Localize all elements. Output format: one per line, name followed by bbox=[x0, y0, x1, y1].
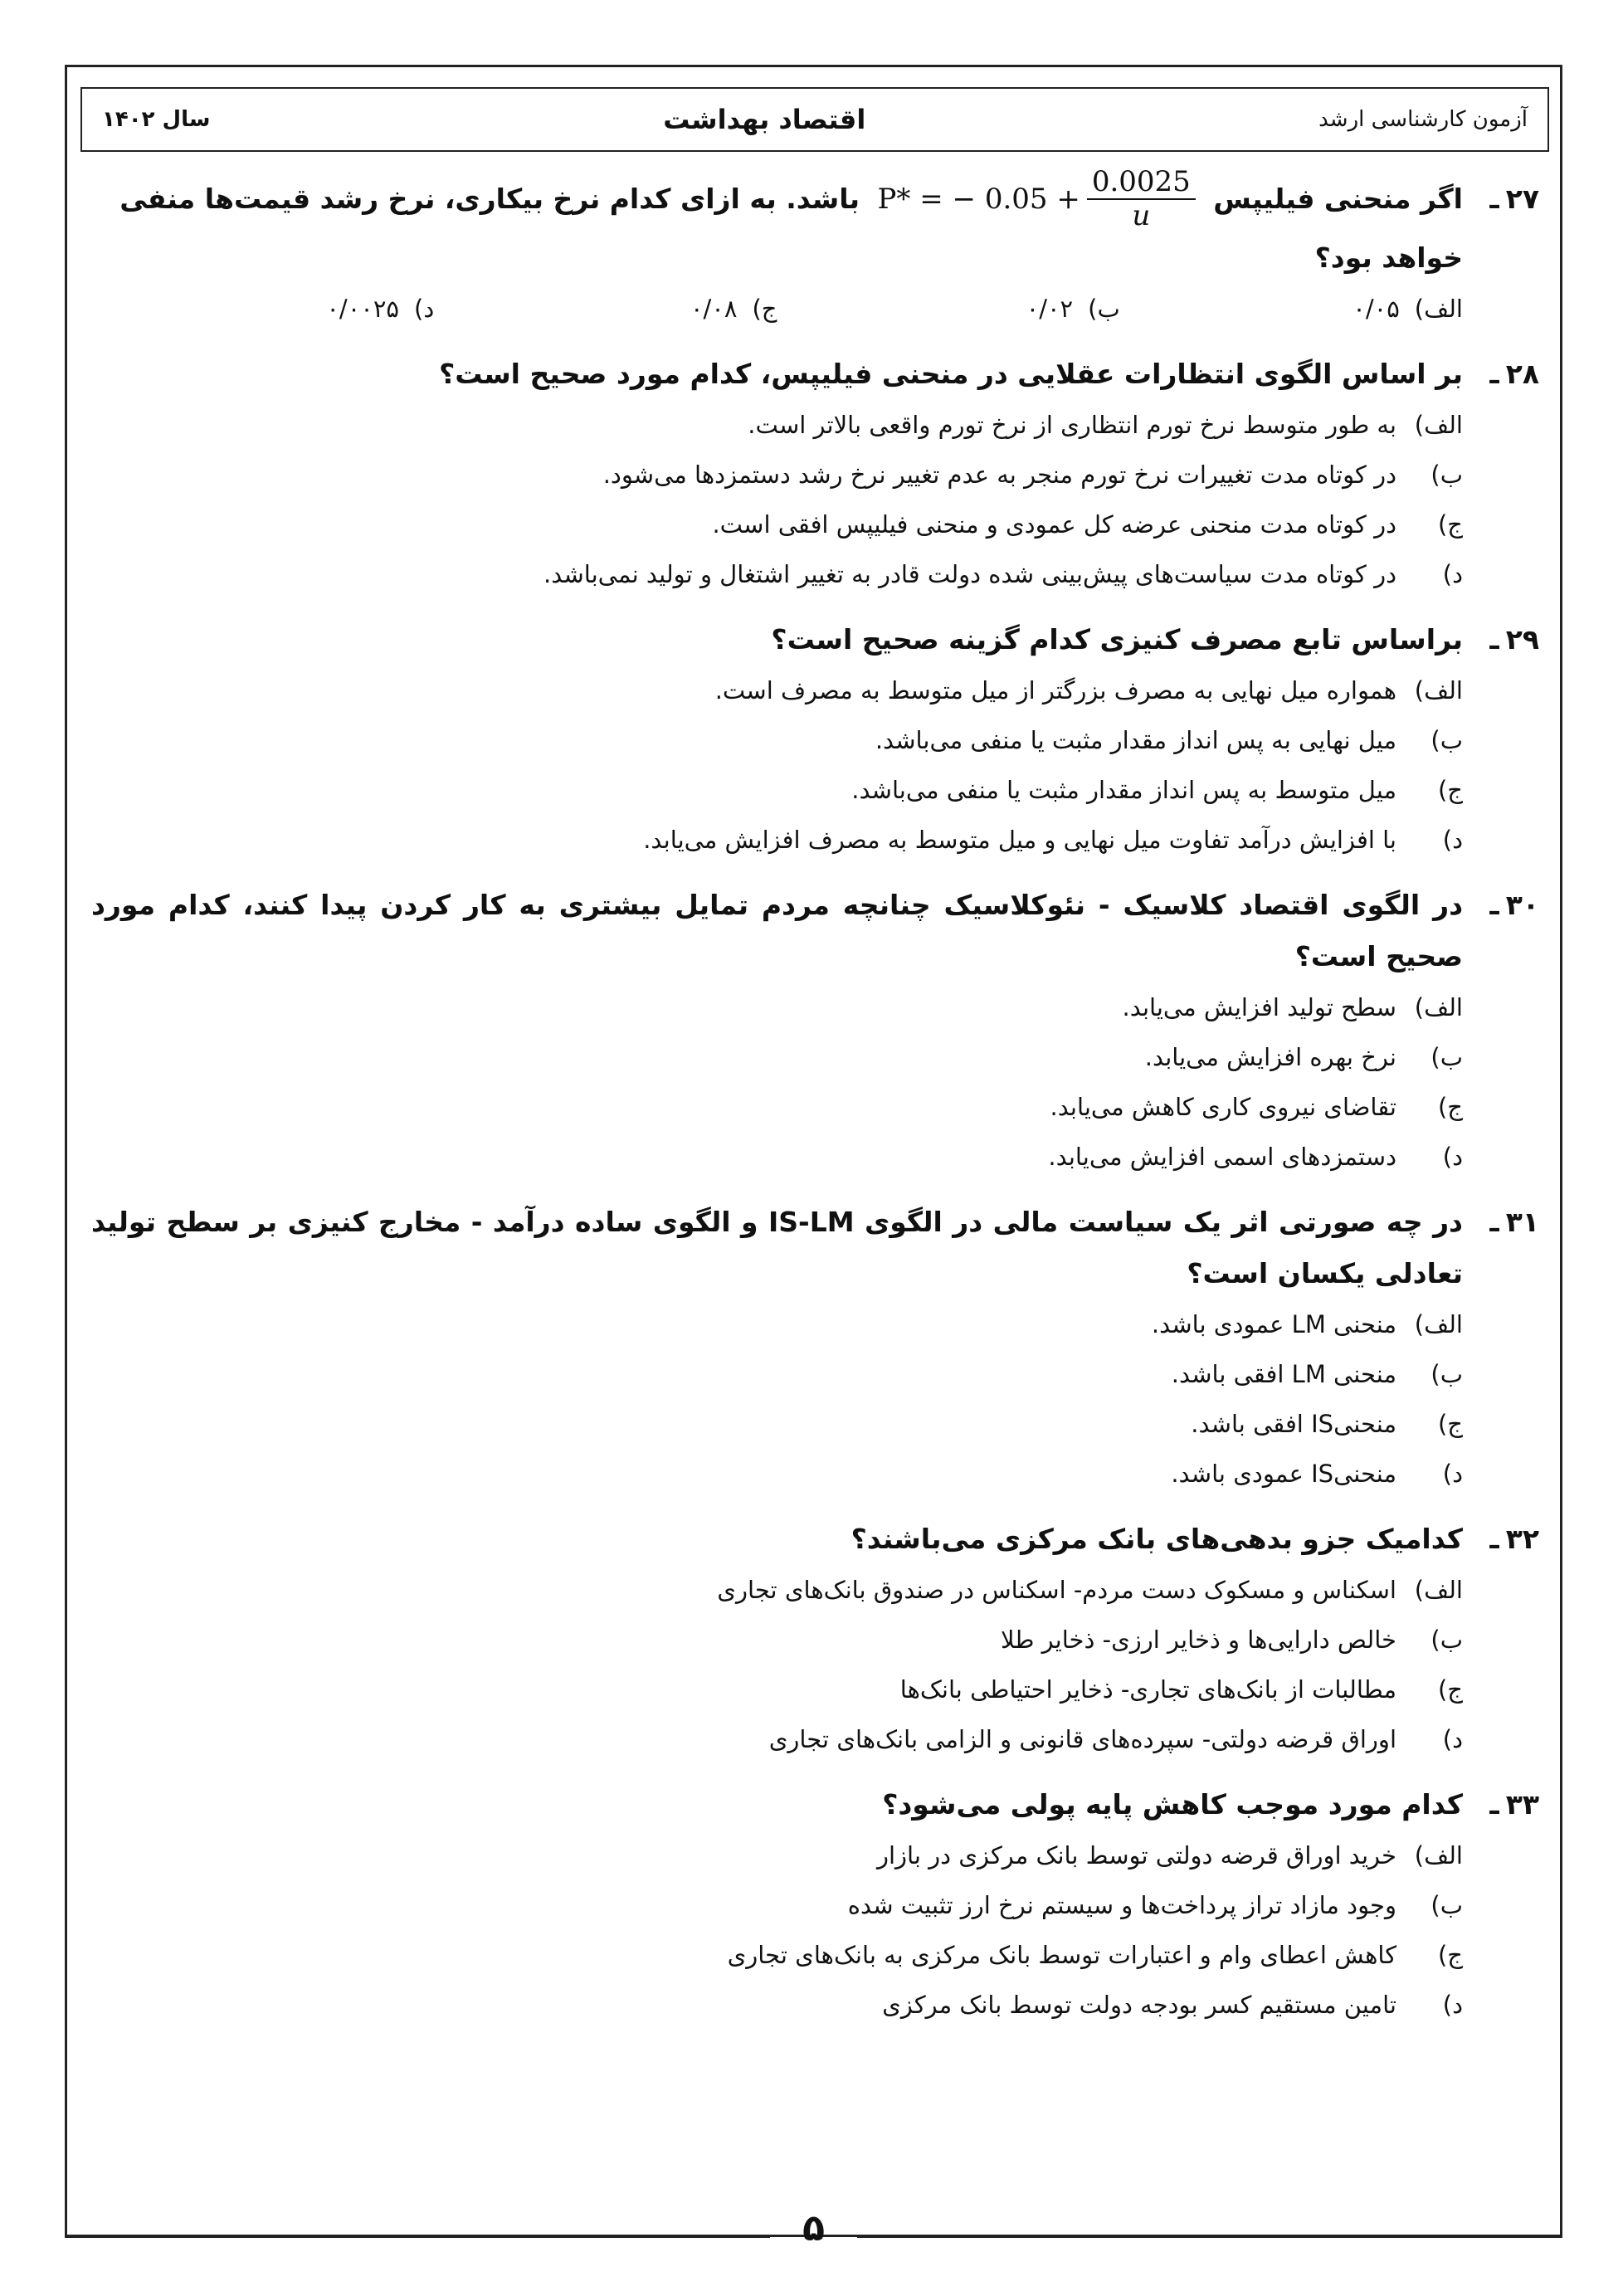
page-footer bbox=[65, 2207, 1562, 2257]
question-30 bbox=[91, 880, 1539, 1182]
question-33 bbox=[91, 1779, 1539, 2030]
option[interactable]: الف) اسکناس و مسکوک دست مردم- اسکناس در صندوق بانک‌های تجاری bbox=[717, 1576, 1463, 1605]
option[interactable]: الف) خرید اوراق قرضه دولتی توسط بانک مرکزی در بازار bbox=[876, 1841, 1463, 1870]
question-text: در چه صورتی اثر یک سیاست مالی در الگوی IS-LM و الگوی ساده درآمد - مخارج کنیزی بر سطح تولید تعادلی یکسان است؟ bbox=[91, 1206, 1463, 1290]
footer-rule-right bbox=[857, 2235, 1562, 2238]
option[interactable]: د) تامین مستقیم کسر بودجه دولت توسط بانک مرکزی bbox=[882, 1991, 1463, 2020]
subject-title: اقتصاد بهداشت bbox=[663, 104, 866, 135]
question-32 bbox=[91, 1514, 1539, 1764]
option[interactable]: ب) ۰/۰۲ bbox=[1026, 295, 1120, 324]
option[interactable]: الف) سطح تولید افزایش می‌یابد. bbox=[1122, 993, 1463, 1022]
question-text: بر اساس الگوی انتظارات عقلایی در منحنی فیلیپس، کدام مورد صحیح است؟ bbox=[439, 358, 1463, 391]
option[interactable]: د) ۰/۰۰۲۵ bbox=[326, 295, 435, 324]
option[interactable]: د) اوراق قرضه دولتی- سپرده‌های قانونی و الزامی بانک‌های تجاری bbox=[768, 1725, 1463, 1754]
question-27 bbox=[91, 166, 1539, 334]
question-text: کدام مورد موجب کاهش پایه پولی می‌شود؟ bbox=[882, 1788, 1463, 1821]
option[interactable]: ج) مطالبات از بانک‌های تجاری- ذخایر احتیاطی بانک‌ها bbox=[899, 1675, 1463, 1704]
options-row bbox=[91, 284, 1539, 334]
option[interactable]: ج) تقاضای نیروی کاری کاهش می‌یابد. bbox=[1050, 1093, 1463, 1122]
phillips-formula: P* = − 0.05 + $\frac{0.0025}{u}$ bbox=[878, 166, 1196, 232]
option[interactable]: الف) به طور متوسط نرخ تورم انتظاری از نرخ تورم واقعی بالاتر است. bbox=[748, 411, 1463, 440]
option[interactable]: ب) نرخ بهره افزایش می‌یابد. bbox=[1144, 1043, 1463, 1072]
exam-year: سال ۱۴۰۲ bbox=[102, 107, 211, 132]
page-header bbox=[80, 87, 1549, 152]
question-text: اگر منحنی فیلیپس P* = − 0.05 + $\frac{0.0025}{u}$ باشد. به ازای کدام نرخ بیکاری، نرخ رشد قیمت‌ها منفی خواهد بود؟ bbox=[119, 165, 1463, 275]
option[interactable]: د) در کوتاه مدت سیاست‌های پیش‌بینی شده دولت قادر به تغییر اشتغال و تولید نمی‌باشد. bbox=[543, 560, 1463, 589]
question-31 bbox=[91, 1197, 1539, 1499]
question-29 bbox=[91, 614, 1539, 865]
option[interactable]: ب) منحنی LM افقی باشد. bbox=[1171, 1360, 1463, 1389]
option[interactable]: الف) همواره میل نهایی به مصرف بزرگتر از میل متوسط به مصرف است. bbox=[714, 676, 1463, 705]
option[interactable]: ب) در کوتاه مدت تغییرات نرخ تورم منجر به عدم تغییر نرخ رشد دستمزدها می‌شود. bbox=[602, 461, 1463, 490]
question-text: در الگوی اقتصاد کلاسیک - نئوکلاسیک چنانچه مردم تمایل بیشتری به کار کردن پیدا کنند، کدام مورد صحیح است؟ bbox=[91, 889, 1463, 973]
option[interactable]: ب) خالص دارایی‌ها و ذخایر ارزی- ذخایر طلا bbox=[1001, 1626, 1463, 1655]
page-number: ۵ bbox=[802, 2207, 825, 2250]
option[interactable]: ب) وجود مازاد تراز پرداخت‌ها و سیستم نرخ ارز تثبیت شده bbox=[847, 1891, 1463, 1920]
option[interactable]: ج) در کوتاه مدت منحنی عرضه کل عمودی و منحنی فیلیپس افقی است. bbox=[712, 510, 1463, 539]
questions-area bbox=[91, 166, 1539, 2045]
option[interactable]: د) منحنیIS عمودی باشد. bbox=[1171, 1460, 1463, 1489]
option[interactable]: د) دستمزدهای اسمی افزایش می‌یابد. bbox=[1048, 1143, 1463, 1172]
option[interactable]: ج) کاهش اعطای وام و اعتبارات توسط بانک مرکزی به بانک‌های تجاری bbox=[727, 1941, 1463, 1970]
option[interactable]: ب) میل نهایی به پس انداز مقدار مثبت یا منفی می‌باشد. bbox=[875, 726, 1463, 755]
question-number: ۲۸ـ bbox=[1489, 358, 1539, 391]
question-number: ۳۲ـ bbox=[1489, 1523, 1539, 1556]
option[interactable]: ج) منحنیIS افقی باشد. bbox=[1191, 1410, 1463, 1439]
question-text: براساس تابع مصرف کنیزی کدام گزینه صحیح است؟ bbox=[771, 623, 1463, 656]
option[interactable]: ج) میل متوسط به پس انداز مقدار مثبت یا منفی می‌باشد. bbox=[851, 776, 1463, 805]
question-number: ۳۳ـ bbox=[1489, 1788, 1539, 1821]
question-number: ۲۷ـ bbox=[1489, 183, 1539, 216]
question-number: ۳۰ـ bbox=[1489, 889, 1539, 922]
question-number: ۲۹ـ bbox=[1489, 623, 1539, 656]
option[interactable]: الف) منحنی LM عمودی باشد. bbox=[1151, 1310, 1463, 1339]
option[interactable]: الف) ۰/۰۵ bbox=[1352, 295, 1463, 324]
option[interactable]: ج) ۰/۰۸ bbox=[690, 295, 777, 324]
question-number: ۳۱ـ bbox=[1489, 1206, 1539, 1239]
question-28 bbox=[91, 349, 1539, 599]
exam-title: آزمون کارشناسی ارشد bbox=[1318, 107, 1528, 132]
question-text: کدامیک جزو بدهی‌های بانک مرکزی می‌باشند؟ bbox=[850, 1523, 1463, 1556]
option[interactable]: د) با افزایش درآمد تفاوت میل نهایی و میل متوسط به مصرف افزایش می‌یابد. bbox=[643, 826, 1463, 855]
